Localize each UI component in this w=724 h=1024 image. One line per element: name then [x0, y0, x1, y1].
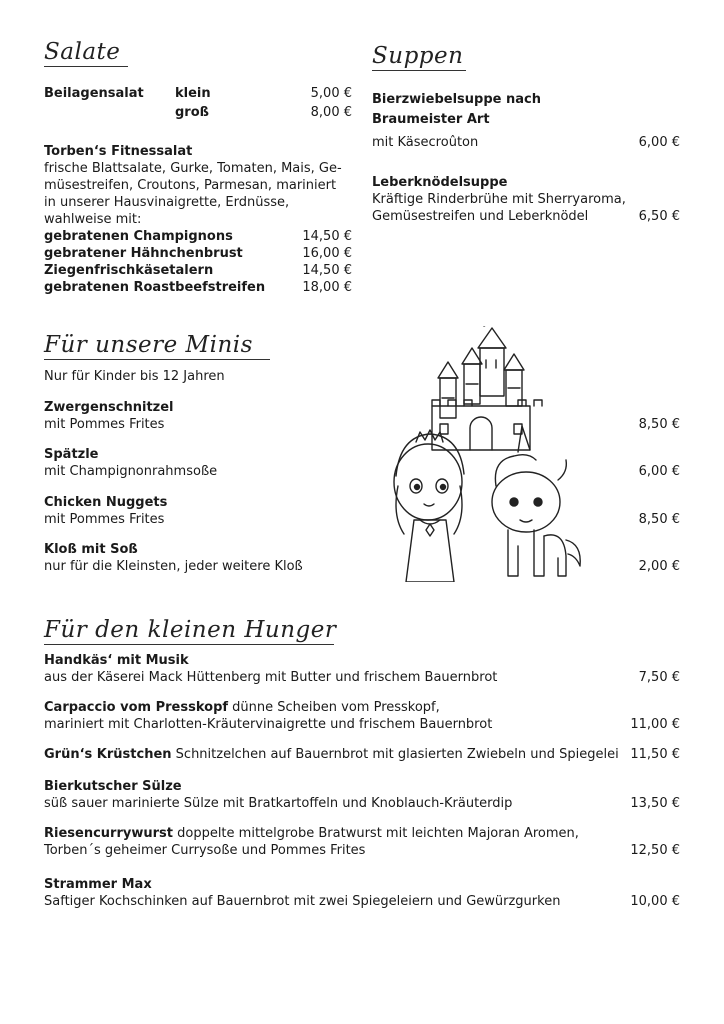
beilagensalat-size-large: groß	[175, 105, 209, 120]
hunger-item-desc: süß sauer marinierte Sülze mit Bratkartoffeln und Knoblauch-Kräuterdip	[44, 796, 513, 811]
leberknoedelsuppe-price: 6,50 €	[638, 209, 680, 224]
hunger-item-inline-desc: Schnitzelchen auf Bauernbrot mit glasierten Zwiebeln und Spiegelei	[171, 747, 619, 762]
hunger-item-title-line	[44, 746, 619, 763]
hunger-item-name: Carpaccio vom Presskopf	[44, 700, 229, 715]
mini-item-price: 2,00 €	[638, 559, 680, 574]
beilagensalat-name: Beilagensalat	[44, 86, 144, 101]
hunger-item-title-line	[44, 652, 189, 669]
mini-item-name: Zwergenschnitzel	[44, 400, 174, 415]
hunger-item-price: 12,50 €	[630, 843, 680, 858]
hunger-item-title-line	[44, 699, 440, 716]
beilagensalat-price-small: 5,00 €	[310, 86, 352, 101]
hunger-item-desc: Saftiger Kochschinken auf Bauernbrot mit zwei Spiegeleiern und Gewürzgurken	[44, 894, 561, 909]
fitness-option-price: 14,50 €	[302, 263, 352, 278]
bierzwiebelsuppe-desc: mit Käsecroûton	[372, 135, 479, 150]
unicorn-drawing	[492, 426, 580, 576]
mini-item-price: 6,00 €	[638, 464, 680, 479]
beilagensalat-size-small: klein	[175, 86, 211, 101]
princess-castle-unicorn-illustration	[380, 326, 590, 582]
hunger-item-inline-desc: doppelte mittelgrobe Bratwurst mit leichten Majoran Aromen,	[172, 826, 579, 841]
mini-item-name: Kloß mit Soß	[44, 542, 138, 557]
hunger-item-price: 13,50 €	[630, 796, 680, 811]
fitness-option-price: 16,00 €	[302, 246, 352, 261]
hunger-item-price: 11,00 €	[630, 717, 680, 732]
bierzwiebelsuppe-price: 6,00 €	[638, 135, 680, 150]
hunger-item-title-line	[44, 876, 152, 893]
hunger-item-price: 11,50 €	[630, 747, 680, 762]
hunger-item-title-line	[44, 778, 182, 795]
minis-age-note: Nur für Kinder bis 12 Jahren	[44, 369, 225, 384]
fitnessalat-desc-line: wahlweise mit:	[44, 212, 142, 227]
mini-item-desc: nur für die Kleinsten, jeder weitere Kloß	[44, 559, 303, 574]
fitness-option-price: 18,00 €	[302, 280, 352, 295]
minis-heading: Für unsere Minis	[44, 332, 253, 358]
mini-item-desc: mit Pommes Frites	[44, 417, 165, 432]
beilagensalat-price-large: 8,00 €	[310, 105, 352, 120]
mini-item-desc: mit Pommes Frites	[44, 512, 165, 527]
hunger-item-name: Riesencurrywurst	[44, 826, 173, 841]
hunger-item-desc: Torben´s geheimer Currysoße und Pommes Frites	[44, 843, 366, 858]
hunger-item-name: Strammer Max	[44, 877, 152, 892]
leberknoedelsuppe-name: Leberknödelsuppe	[372, 175, 508, 190]
suppen-heading: Suppen	[372, 43, 464, 69]
hunger-item-price: 7,50 €	[638, 670, 680, 685]
fitnessalat-name: Torben‘s Fitnessalat	[44, 144, 193, 159]
bierzwiebelsuppe-name: Bierzwiebelsuppe nach	[372, 92, 541, 107]
hunger-item-name: Grün‘s Krüstchen	[44, 747, 172, 762]
fitnessalat-desc-line: in unserer Hausvinaigrette, Erdnüsse,	[44, 195, 290, 210]
leberknoedelsuppe-desc: Gemüsestreifen und Leberknödel	[372, 209, 589, 224]
hunger-item-desc: mariniert mit Charlotten-Kräutervinaigrette und frischem Bauernbrot	[44, 717, 493, 732]
salate-heading-underline	[44, 66, 128, 67]
suppen-heading-underline	[372, 70, 466, 71]
leberknoedelsuppe-desc: Kräftige Rinderbrühe mit Sherryaroma,	[372, 192, 626, 207]
bierzwiebelsuppe-name: Braumeister Art	[372, 112, 490, 127]
hunger-heading-underline	[44, 644, 334, 645]
castle-drawing	[432, 326, 542, 450]
fitness-option-name: Ziegenfrischkäsetalern	[44, 263, 214, 278]
minis-heading-underline	[44, 359, 270, 360]
salate-heading: Salate	[44, 39, 121, 65]
fitness-option-name: gebratener Hähnchenbrust	[44, 246, 243, 261]
mini-item-price: 8,50 €	[638, 512, 680, 527]
fitness-option-name: gebratenen Champignons	[44, 229, 233, 244]
mini-item-name: Chicken Nuggets	[44, 495, 168, 510]
fitness-option-price: 14,50 €	[302, 229, 352, 244]
hunger-item-name: Bierkutscher Sülze	[44, 779, 182, 794]
mini-item-price: 8,50 €	[638, 417, 680, 432]
fitness-option-name: gebratenen Roastbeefstreifen	[44, 280, 266, 295]
hunger-heading: Für den kleinen Hunger	[44, 617, 337, 643]
hunger-item-desc: aus der Käserei Mack Hüttenberg mit Butter und frischem Bauernbrot	[44, 670, 498, 685]
princess-drawing	[394, 430, 464, 582]
hunger-item-inline-desc: dünne Scheiben vom Presskopf,	[228, 700, 440, 715]
hunger-item-price: 10,00 €	[630, 894, 680, 909]
mini-item-desc: mit Champignonrahmsoße	[44, 464, 218, 479]
hunger-item-name: Handkäs‘ mit Musik	[44, 653, 189, 668]
hunger-item-title-line	[44, 825, 579, 842]
fitnessalat-desc-line: müsestreifen, Croutons, Parmesan, mariniert	[44, 178, 337, 193]
mini-item-name: Spätzle	[44, 447, 99, 462]
fitnessalat-desc-line: frische Blattsalate, Gurke, Tomaten, Mais, Ge-	[44, 161, 342, 176]
